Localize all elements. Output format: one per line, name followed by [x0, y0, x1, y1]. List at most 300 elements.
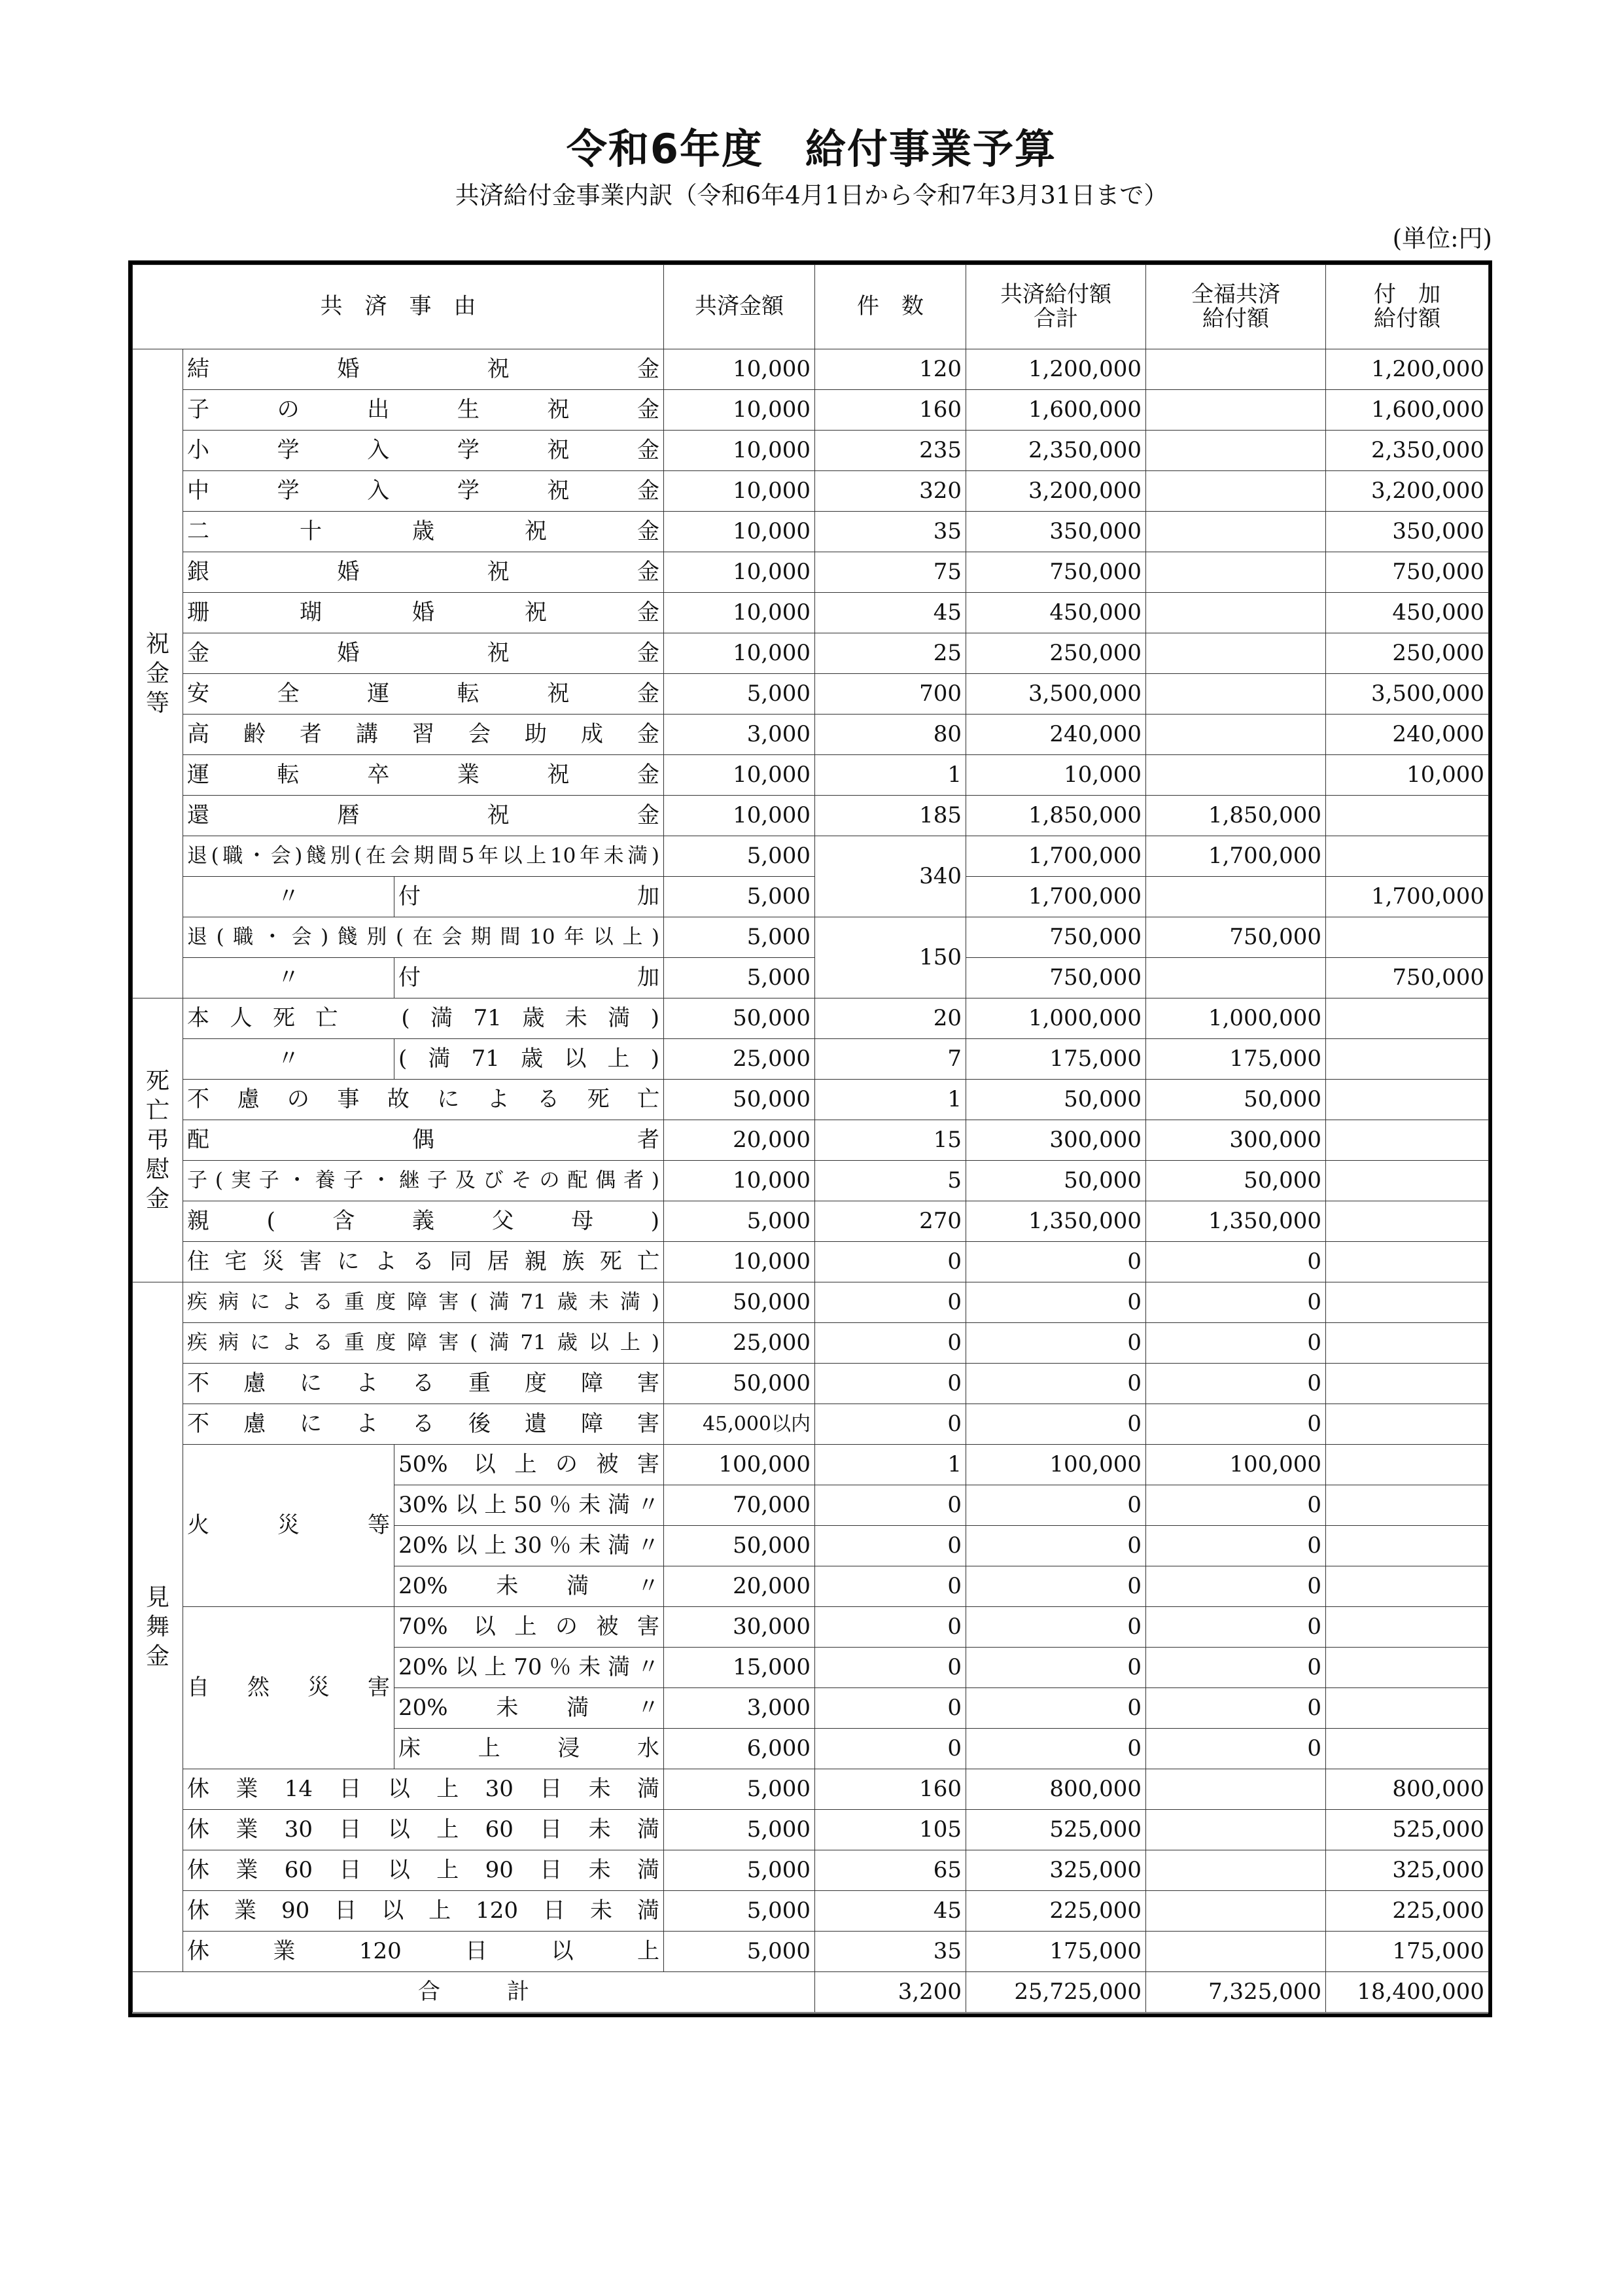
fuka-cell: [1326, 1080, 1489, 1120]
amount-cell: 5,000: [664, 1850, 815, 1891]
row-label: 小学入学祝金: [183, 431, 664, 471]
row-label: 疾病による重度障害(満71歳未満): [183, 1282, 664, 1323]
table-row: [133, 1850, 1489, 1891]
zenpuku-cell: 50,000: [1146, 1080, 1326, 1120]
row-label: 休業60日以上90日未満: [183, 1850, 664, 1891]
zenpuku-cell: [1146, 471, 1326, 512]
total-cell: 100,000: [966, 1445, 1146, 1485]
header-fuka-l2: 給付額: [1374, 306, 1441, 332]
total-cell: 1,600,000: [966, 390, 1146, 431]
category-iwai: [133, 349, 183, 998]
row-label: 70% 以上の被害: [394, 1607, 664, 1648]
row-label: 不慮による後遺障害: [183, 1404, 664, 1445]
row-label: 不慮の事故による死亡: [183, 1080, 664, 1120]
table-row: [133, 471, 1489, 512]
fuka-cell: [1326, 1161, 1489, 1201]
row-label: 休業120日以上: [183, 1932, 664, 1972]
row-label: 本人死亡 (満71歳未満): [183, 998, 664, 1039]
row-label: 床上浸水: [394, 1729, 664, 1769]
count-cell: 25: [815, 633, 966, 674]
row-label: 金婚祝金: [183, 633, 664, 674]
table-row: [133, 917, 1489, 958]
row-label-sub: 付加: [394, 958, 664, 998]
total-cell: 750,000: [966, 958, 1146, 998]
zenpuku-cell: [1146, 755, 1326, 796]
zenpuku-cell: [1146, 349, 1326, 390]
amount-cell: 10,000: [664, 390, 815, 431]
row-label: 休業90日以上120日未満: [183, 1891, 664, 1932]
table-row: [133, 633, 1489, 674]
count-cell: 65: [815, 1850, 966, 1891]
table-row: [133, 1282, 1489, 1323]
total-cell: 175,000: [966, 1932, 1146, 1972]
amount-cell: 10,000: [664, 512, 815, 552]
zenpuku-cell: [1146, 390, 1326, 431]
row-label-ditto: 〃: [183, 958, 394, 998]
fuka-cell: [1326, 796, 1489, 836]
total-cell: 250,000: [966, 633, 1146, 674]
row-label: 珊瑚婚祝金: [183, 593, 664, 633]
row-label-ditto: 〃: [183, 877, 394, 917]
count-cell: 0: [815, 1526, 966, 1566]
amount-cell: 20,000: [664, 1566, 815, 1607]
group-label: 自然災害: [183, 1607, 394, 1769]
count-cell: 0: [815, 1323, 966, 1364]
count-cell: 0: [815, 1607, 966, 1648]
table-header-row: [133, 265, 1489, 349]
amount-cell: 50,000: [664, 1526, 815, 1566]
zenpuku-cell: 1,000,000: [1146, 998, 1326, 1039]
amount-cell: 5,000: [664, 917, 815, 958]
table-row: [133, 958, 1489, 998]
zenpuku-cell: [1146, 958, 1326, 998]
count-cell: 20: [815, 998, 966, 1039]
table-row: [133, 836, 1489, 877]
zenpuku-cell: [1146, 877, 1326, 917]
fuka-cell: [1326, 836, 1489, 877]
amount-cell: 3,000: [664, 1688, 815, 1729]
fuka-cell: 240,000: [1326, 715, 1489, 755]
row-label: 不慮による重度障害: [183, 1364, 664, 1404]
amount-cell: 5,000: [664, 958, 815, 998]
zenpuku-cell: 0: [1146, 1282, 1326, 1323]
header-count: 件 数: [815, 265, 966, 349]
total-cell: 175,000: [966, 1039, 1146, 1080]
fuka-cell: 3,500,000: [1326, 674, 1489, 715]
fuka-cell: 350,000: [1326, 512, 1489, 552]
fuka-cell: 1,700,000: [1326, 877, 1489, 917]
zenpuku-cell: [1146, 1891, 1326, 1932]
total-cell: 50,000: [966, 1161, 1146, 1201]
zenpuku-cell: 100,000: [1146, 1445, 1326, 1485]
count-cell: 80: [815, 715, 966, 755]
total-cell: 0: [966, 1282, 1146, 1323]
total-cell: 1,200,000: [966, 349, 1146, 390]
zenpuku-cell: 50,000: [1146, 1161, 1326, 1201]
amount-cell: 10,000: [664, 1242, 815, 1282]
page-title: 令和6年度 給付事業予算: [566, 125, 1057, 173]
count-cell: 0: [815, 1404, 966, 1445]
count-cell: 1: [815, 1445, 966, 1485]
total-cell: 0: [966, 1566, 1146, 1607]
total-cell: 1,700,000: [966, 877, 1146, 917]
table-row: [133, 1932, 1489, 1972]
fuka-cell: [1326, 1242, 1489, 1282]
amount-cell: 20,000: [664, 1120, 815, 1161]
header-amount: 共済金額: [664, 265, 815, 349]
row-label: 疾病による重度障害(満71歳以上): [183, 1323, 664, 1364]
table-row: [133, 1445, 1489, 1485]
total-cell: 1,700,000: [966, 836, 1146, 877]
count-cell: 0: [815, 1364, 966, 1404]
table-row: [133, 390, 1489, 431]
count-cell: 185: [815, 796, 966, 836]
total-cell: 1,850,000: [966, 796, 1146, 836]
total-cell: 1,350,000: [966, 1201, 1146, 1242]
fuka-cell: 10,000: [1326, 755, 1489, 796]
total-sum: 25,725,000: [966, 1972, 1146, 2013]
total-cell: 0: [966, 1485, 1146, 1526]
zenpuku-cell: [1146, 552, 1326, 593]
table-row: [133, 1201, 1489, 1242]
fuka-cell: 225,000: [1326, 1891, 1489, 1932]
zenpuku-cell: [1146, 674, 1326, 715]
count-cell: 45: [815, 1891, 966, 1932]
fuka-cell: [1326, 1648, 1489, 1688]
table-row: [133, 998, 1489, 1039]
count-cell: 35: [815, 1932, 966, 1972]
zenpuku-cell: [1146, 512, 1326, 552]
zenpuku-cell: 0: [1146, 1364, 1326, 1404]
zenpuku-cell: 1,850,000: [1146, 796, 1326, 836]
fuka-cell: 2,350,000: [1326, 431, 1489, 471]
row-label: 銀婚祝金: [183, 552, 664, 593]
table-row: [133, 1161, 1489, 1201]
amount-cell: 50,000: [664, 1364, 815, 1404]
amount-cell: 100,000: [664, 1445, 815, 1485]
amount-cell: 3,000: [664, 715, 815, 755]
fuka-cell: [1326, 1201, 1489, 1242]
zenpuku-cell: 0: [1146, 1242, 1326, 1282]
fuka-cell: [1326, 1282, 1489, 1323]
amount-cell: 5,000: [664, 1810, 815, 1850]
fuka-cell: 800,000: [1326, 1769, 1489, 1810]
total-cell: 525,000: [966, 1810, 1146, 1850]
table-row: [133, 1323, 1489, 1364]
zenpuku-cell: 0: [1146, 1566, 1326, 1607]
header-total-l2: 合計: [1034, 306, 1079, 332]
fuka-cell: [1326, 1485, 1489, 1526]
category-mimai: [133, 1282, 183, 1972]
fuka-cell: [1326, 998, 1489, 1039]
total-cell: 750,000: [966, 917, 1146, 958]
category-label: 祝金等: [145, 631, 169, 716]
amount-cell: 5,000: [664, 1201, 815, 1242]
amount-cell: 5,000: [664, 1932, 815, 1972]
fuka-cell: [1326, 917, 1489, 958]
zenpuku-cell: [1146, 633, 1326, 674]
amount-cell: 50,000: [664, 1282, 815, 1323]
fuka-cell: [1326, 1404, 1489, 1445]
row-label: 20% 未 満 〃: [394, 1688, 664, 1729]
header-zenpuku-l1: 全福共済: [1191, 281, 1281, 308]
count-cell: 0: [815, 1566, 966, 1607]
row-label: 退(職・会)餞別(在会期間10年以上): [183, 917, 664, 958]
count-cell: 0: [815, 1688, 966, 1729]
table-row: [133, 877, 1489, 917]
total-cell: 0: [966, 1404, 1146, 1445]
count-cell: 340: [815, 836, 966, 917]
header-zenpuku-l2: 給付額: [1202, 306, 1270, 332]
count-cell: 1: [815, 755, 966, 796]
fuka-cell: 175,000: [1326, 1932, 1489, 1972]
amount-cell: 5,000: [664, 1891, 815, 1932]
zenpuku-cell: [1146, 1810, 1326, 1850]
header-fuka: [1326, 265, 1489, 349]
fuka-cell: [1326, 1526, 1489, 1566]
table-row: [133, 1769, 1489, 1810]
fuka-cell: 750,000: [1326, 958, 1489, 998]
total-cell: 2,350,000: [966, 431, 1146, 471]
zenpuku-cell: 175,000: [1146, 1039, 1326, 1080]
total-cell: 10,000: [966, 755, 1146, 796]
zenpuku-cell: 0: [1146, 1526, 1326, 1566]
count-cell: 270: [815, 1201, 966, 1242]
count-cell: 75: [815, 552, 966, 593]
row-label: 休業30日以上60日未満: [183, 1810, 664, 1850]
amount-cell: 10,000: [664, 431, 815, 471]
row-label: 中学入学祝金: [183, 471, 664, 512]
amount-cell: 10,000: [664, 471, 815, 512]
amount-cell: 5,000: [664, 836, 815, 877]
table-row: [133, 1364, 1489, 1404]
count-cell: 45: [815, 593, 966, 633]
amount-cell: 5,000: [664, 1769, 815, 1810]
fuka-cell: [1326, 1323, 1489, 1364]
total-cell: 0: [966, 1648, 1146, 1688]
zenpuku-cell: 300,000: [1146, 1120, 1326, 1161]
amount-cell: 10,000: [664, 593, 815, 633]
count-cell: 0: [815, 1648, 966, 1688]
total-row: [133, 1972, 1489, 2013]
count-cell: 150: [815, 917, 966, 998]
table-row: [133, 349, 1489, 390]
group-label: 火災等: [183, 1445, 394, 1607]
fuka-cell: 1,200,000: [1326, 349, 1489, 390]
row-label: 配偶者: [183, 1120, 664, 1161]
zenpuku-cell: 0: [1146, 1323, 1326, 1364]
count-cell: 0: [815, 1242, 966, 1282]
fuka-cell: 750,000: [1326, 552, 1489, 593]
zenpuku-cell: [1146, 431, 1326, 471]
zenpuku-cell: [1146, 1769, 1326, 1810]
row-label: 還暦祝金: [183, 796, 664, 836]
table-row: [133, 674, 1489, 715]
zenpuku-cell: 0: [1146, 1485, 1326, 1526]
amount-cell: 45,000以内: [664, 1404, 815, 1445]
header-reason: 共 済 事 由: [133, 265, 664, 349]
count-cell: 35: [815, 512, 966, 552]
total-cell: 0: [966, 1364, 1146, 1404]
unit-label: (単位:円): [1392, 224, 1492, 253]
amount-cell: 30,000: [664, 1607, 815, 1648]
total-cell: 450,000: [966, 593, 1146, 633]
category-label: 死亡弔慰金: [145, 1068, 169, 1212]
total-cell: 0: [966, 1688, 1146, 1729]
header-fuka-l1: 付 加: [1374, 281, 1441, 308]
count-cell: 120: [815, 349, 966, 390]
fuka-cell: [1326, 1566, 1489, 1607]
row-label: 20%以上70％未満〃: [394, 1648, 664, 1688]
zenpuku-cell: 0: [1146, 1607, 1326, 1648]
total-cell: 300,000: [966, 1120, 1146, 1161]
table-row: [133, 512, 1489, 552]
fuka-cell: [1326, 1364, 1489, 1404]
row-label: 親(含義父母): [183, 1201, 664, 1242]
row-label: 30%以上50％未満〃: [394, 1485, 664, 1526]
total-cell: 0: [966, 1323, 1146, 1364]
amount-cell: 10,000: [664, 796, 815, 836]
page-subtitle: 共済給付金事業内訳（令和6年4月1日から令和7年3月31日まで）: [455, 181, 1168, 209]
amount-cell: 25,000: [664, 1039, 815, 1080]
count-cell: 1: [815, 1080, 966, 1120]
fuka-cell: [1326, 1120, 1489, 1161]
table-row: [133, 552, 1489, 593]
category-label: 見舞金: [145, 1584, 169, 1670]
zenpuku-cell: 1,700,000: [1146, 836, 1326, 877]
row-label-sub: 付加: [394, 877, 664, 917]
total-cell: 750,000: [966, 552, 1146, 593]
row-label: 子(実子・養子・継子及びその配偶者): [183, 1161, 664, 1201]
zenpuku-cell: [1146, 1850, 1326, 1891]
table-row: [133, 1810, 1489, 1850]
row-label: 子の出生祝金: [183, 390, 664, 431]
total-fuka: 18,400,000: [1326, 1972, 1489, 2013]
table-row: [133, 1404, 1489, 1445]
total-label: 合 計: [133, 1972, 815, 2013]
header-zenpuku: [1146, 265, 1326, 349]
row-label: 安全運転祝金: [183, 674, 664, 715]
total-cell: 0: [966, 1242, 1146, 1282]
total-cell: 0: [966, 1607, 1146, 1648]
count-cell: 5: [815, 1161, 966, 1201]
table-row: [133, 1080, 1489, 1120]
count-cell: 105: [815, 1810, 966, 1850]
row-label: 20%以上30％未満〃: [394, 1526, 664, 1566]
row-label: 50% 以上の被害: [394, 1445, 664, 1485]
fuka-cell: [1326, 1688, 1489, 1729]
count-cell: 0: [815, 1485, 966, 1526]
total-cell: 350,000: [966, 512, 1146, 552]
fuka-cell: 3,200,000: [1326, 471, 1489, 512]
amount-cell: 5,000: [664, 877, 815, 917]
fuka-cell: 325,000: [1326, 1850, 1489, 1891]
count-cell: 235: [815, 431, 966, 471]
fuka-cell: 250,000: [1326, 633, 1489, 674]
fuka-cell: [1326, 1445, 1489, 1485]
total-cell: 225,000: [966, 1891, 1146, 1932]
total-cell: 0: [966, 1729, 1146, 1769]
table-row: [133, 1242, 1489, 1282]
count-cell: 7: [815, 1039, 966, 1080]
count-cell: 160: [815, 390, 966, 431]
row-label: 住宅災害による同居親族死亡: [183, 1242, 664, 1282]
count-cell: 320: [815, 471, 966, 512]
table-row: [133, 1039, 1489, 1080]
zenpuku-cell: 0: [1146, 1648, 1326, 1688]
row-label-sub: (満71歳以上): [394, 1039, 664, 1080]
amount-cell: 10,000: [664, 755, 815, 796]
row-label: 休業14日以上30日未満: [183, 1769, 664, 1810]
total-count: 3,200: [815, 1972, 966, 2013]
row-label: 結婚祝金: [183, 349, 664, 390]
fuka-cell: 1,600,000: [1326, 390, 1489, 431]
row-label: 高齢者講習会助成金: [183, 715, 664, 755]
fuka-cell: [1326, 1039, 1489, 1080]
total-cell: 325,000: [966, 1850, 1146, 1891]
count-cell: 700: [815, 674, 966, 715]
table-row: [133, 593, 1489, 633]
row-label: 運転卒業祝金: [183, 755, 664, 796]
count-cell: 0: [815, 1282, 966, 1323]
zenpuku-cell: [1146, 1932, 1326, 1972]
table-row: [133, 715, 1489, 755]
total-cell: 50,000: [966, 1080, 1146, 1120]
amount-cell: 15,000: [664, 1648, 815, 1688]
row-label: 二十歳祝金: [183, 512, 664, 552]
total-cell: 800,000: [966, 1769, 1146, 1810]
total-cell: 1,000,000: [966, 998, 1146, 1039]
table-row: [133, 1120, 1489, 1161]
amount-cell: 10,000: [664, 1161, 815, 1201]
row-label: 20% 未 満 〃: [394, 1566, 664, 1607]
table-row: [133, 1607, 1489, 1648]
total-cell: 240,000: [966, 715, 1146, 755]
fuka-cell: [1326, 1607, 1489, 1648]
count-cell: 0: [815, 1729, 966, 1769]
table-row: [133, 796, 1489, 836]
total-cell: 3,500,000: [966, 674, 1146, 715]
zenpuku-cell: [1146, 715, 1326, 755]
row-label-ditto: 〃: [183, 1039, 394, 1080]
amount-cell: 10,000: [664, 552, 815, 593]
amount-cell: 25,000: [664, 1323, 815, 1364]
zenpuku-cell: [1146, 593, 1326, 633]
budget-table-frame: [128, 260, 1492, 2017]
table-row: [133, 431, 1489, 471]
table-row: [133, 755, 1489, 796]
total-cell: 0: [966, 1526, 1146, 1566]
amount-cell: 10,000: [664, 349, 815, 390]
zenpuku-cell: 750,000: [1146, 917, 1326, 958]
amount-cell: 6,000: [664, 1729, 815, 1769]
count-cell: 160: [815, 1769, 966, 1810]
zenpuku-cell: 0: [1146, 1688, 1326, 1729]
zenpuku-cell: 0: [1146, 1729, 1326, 1769]
amount-cell: 5,000: [664, 674, 815, 715]
header-total: [966, 265, 1146, 349]
total-cell: 3,200,000: [966, 471, 1146, 512]
fuka-cell: [1326, 1729, 1489, 1769]
amount-cell: 70,000: [664, 1485, 815, 1526]
count-cell: 15: [815, 1120, 966, 1161]
fuka-cell: 450,000: [1326, 593, 1489, 633]
category-shibo: [133, 998, 183, 1282]
amount-cell: 50,000: [664, 998, 815, 1039]
header-total-l1: 共済給付額: [1000, 281, 1112, 308]
amount-cell: 10,000: [664, 633, 815, 674]
amount-cell: 50,000: [664, 1080, 815, 1120]
